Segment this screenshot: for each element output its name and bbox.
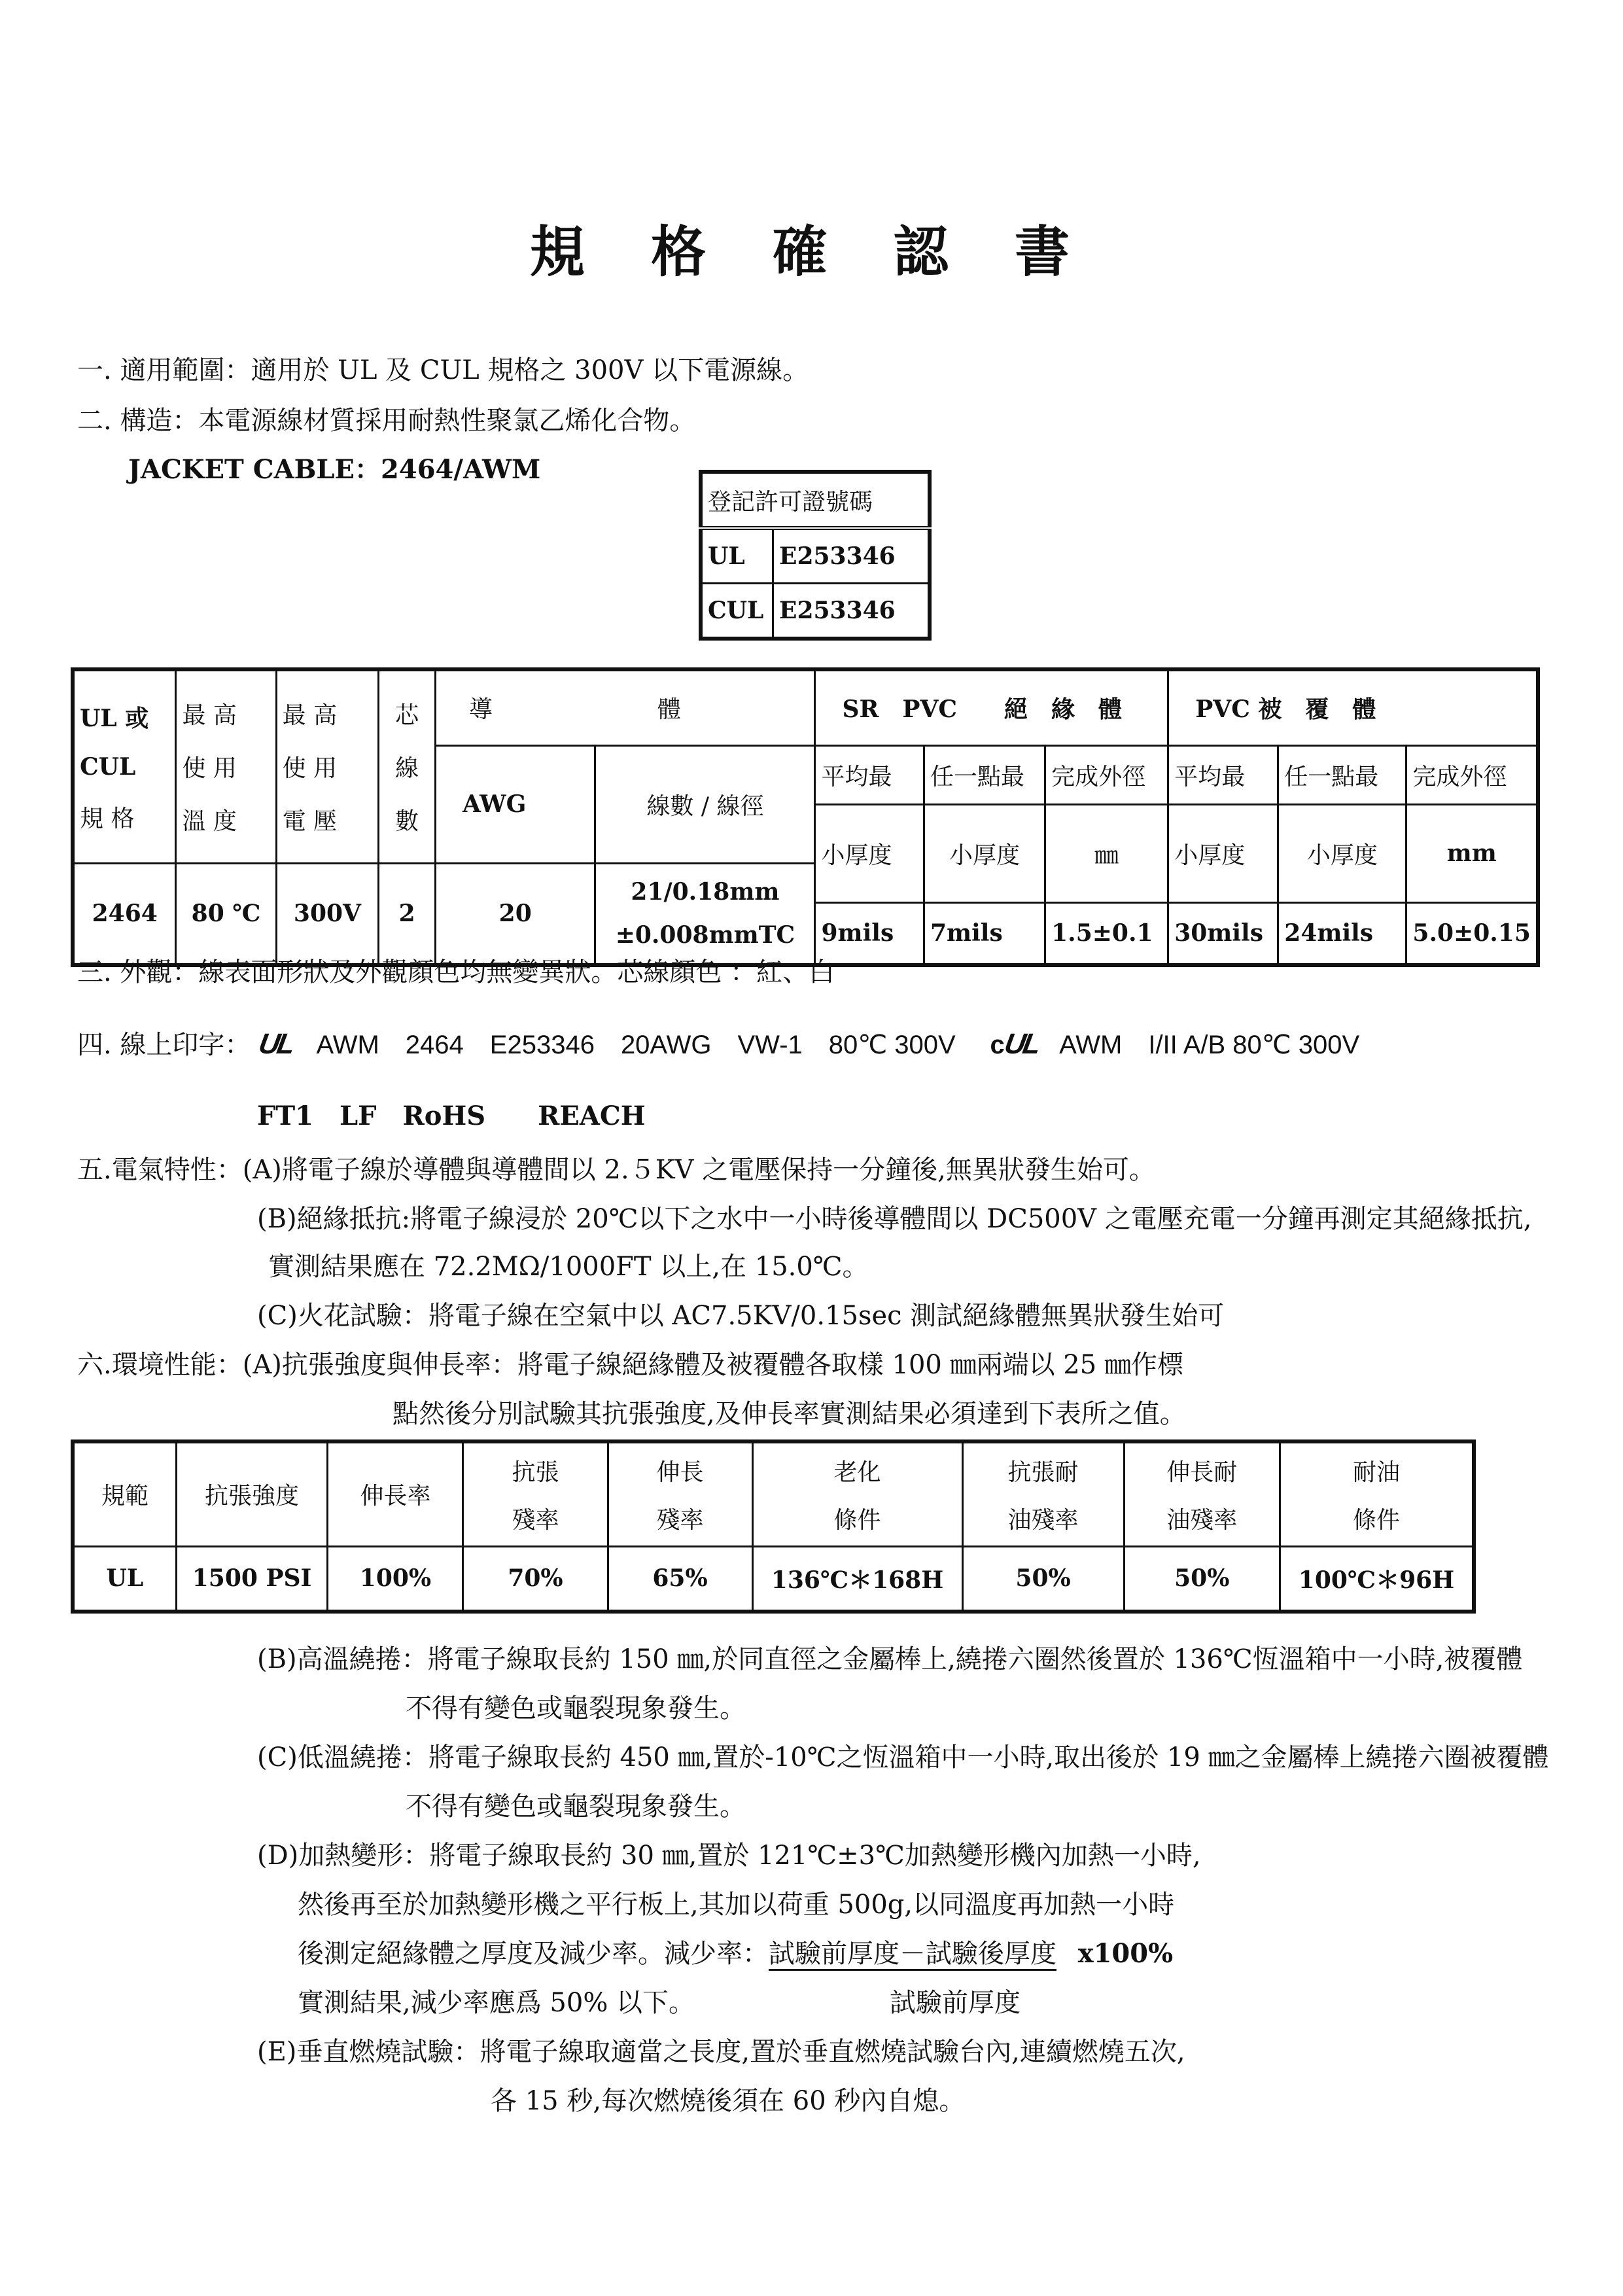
spec-header-jk-any: 任一點最 [1278, 745, 1406, 804]
construction-line: 二. 構造：本電源線材質採用耐熱性聚氯乙烯化合物。 [77, 406, 696, 436]
spec-header-jk-od: 完成外徑 [1406, 745, 1538, 804]
heat-deform-l4a: 實測結果,減少率應爲 50% 以下。 [298, 1988, 695, 2018]
spec-cell-ins-any: 7mils [924, 902, 1045, 965]
cold-wrap-l2: 不得有變色或龜裂現象發生。 [406, 1792, 746, 1822]
marking-text-1: AWM 2464 E253346 20AWG VW-1 80℃ 300V [316, 1031, 956, 1059]
registration-std: UL [701, 528, 773, 584]
spec-header-jk-avg: 平均最 [1168, 745, 1278, 804]
registration-header: 登記許可證號碼 [701, 472, 930, 528]
mech-header: 抗張耐 油殘率 [962, 1441, 1124, 1546]
spec-header-ins-any: 任一點最 [924, 745, 1045, 804]
spec-cell-strand: 21/0.18mm ±0.008mmTC [595, 863, 815, 965]
formula-numerator: 試驗前厚度－試驗後厚度 [769, 1939, 1056, 1971]
spec-cell-volt: 300V [276, 863, 379, 965]
mech-header: 規範 [73, 1441, 176, 1546]
formula-denominator: 試驗前厚度 [890, 1988, 1021, 2018]
environment-a1: 六.環境性能：(A)抗張強度與伸長率：將電子線絕緣體及被覆體各取樣 100 ㎜兩端以 25 ㎜作標 [77, 1350, 1183, 1380]
marking-line-2: FT1 LF RoHS REACH [257, 1101, 646, 1131]
mech-header: 耐油 條件 [1280, 1441, 1474, 1546]
spec-header-strand: 線數 / 線徑 [595, 745, 815, 863]
spec-header-temp: 最 高 使 用 溫 度 [176, 669, 276, 863]
marking-text-2: AWM I/II A/B 80℃ 300V [1059, 1031, 1360, 1059]
heat-wrap-l2: 不得有變色或龜裂現象發生。 [406, 1693, 746, 1723]
mech-header: 老化 條件 [752, 1441, 962, 1546]
spec-table [71, 667, 1540, 967]
mech-cell: 65% [608, 1546, 752, 1612]
spec-cell-std: 2464 [73, 863, 176, 965]
spec-header-volt: 最 高 使 用 電 壓 [276, 669, 379, 863]
spec-header-ins-od-2: ㎜ [1045, 804, 1168, 902]
spec-header-ins-any-2: 小厚度 [924, 804, 1045, 902]
marking-label: 四. 線上印字： [77, 1030, 251, 1060]
mech-header: 伸長耐 油殘率 [1124, 1441, 1280, 1546]
electrical-b2: 實測結果應在 72.2MΩ/1000FT 以上,在 15.0℃。 [268, 1252, 869, 1282]
spec-header-ins-od: 完成外徑 [1045, 745, 1168, 804]
electrical-c: (C)火花試驗：將電子線在空氣中以 AC7.5KV/0.15sec 測試絕緣體無異狀發生始可 [257, 1301, 1225, 1331]
scope-line: 一. 適用範圍：適用於 UL 及 CUL 規格之 300V 以下電源線。 [77, 355, 809, 385]
registration-number: E253346 [773, 584, 930, 639]
ul-logo-icon: UL [256, 1028, 296, 1060]
spec-header-jk-any-2: 小厚度 [1278, 804, 1406, 902]
heat-deform-l3: 後測定絕緣體之厚度及減少率。減少率：試驗前厚度－試驗後厚度 x100% [298, 1937, 1173, 1971]
spec-header-std: UL 或 CUL 規 格 [73, 669, 176, 863]
mech-cell: 100℃＊96H [1280, 1546, 1474, 1612]
registration-number: E253346 [773, 528, 930, 584]
environment-a2: 點然後分別試驗其抗張強度,及伸長率實測結果必須達到下表所之值。 [393, 1399, 1186, 1429]
spec-cell-jk-avg: 30mils [1168, 902, 1278, 965]
c-prefix: c [990, 1031, 1005, 1059]
registration-std: CUL [701, 584, 773, 639]
cul-logo-icon: UL [1002, 1028, 1041, 1060]
cold-wrap-l1: (C)低溫繞捲：將電子線取長約 450 ㎜,置於-10℃之恆溫箱中一小時,取出後於 19 ㎜之金屬棒上繞捲六圈被覆體 [257, 1742, 1549, 1773]
spec-cell-temp: 80 ℃ [176, 863, 276, 965]
spec-cell-ins-avg: 9mils [815, 902, 924, 965]
spec-header-jacket: PVC 被 覆 體 [1168, 669, 1538, 745]
appearance-line: 三. 外觀：線表面形狀及外觀顏色均無變異狀。芯線顏色 ：紅、白 [77, 957, 835, 987]
spec-header-awg: AWG [436, 745, 595, 863]
spec-cell-awg: 20 [436, 863, 595, 965]
mech-cell: 1500 PSI [176, 1546, 328, 1612]
spec-cell-ins-od: 1.5±0.1 [1045, 902, 1168, 965]
mech-header: 抗張強度 [176, 1441, 328, 1546]
spec-header-ins-avg: 平均最 [815, 745, 924, 804]
spec-header-core: 芯 線 數 [379, 669, 436, 863]
spec-header-jk-od-2: mm [1406, 804, 1538, 902]
mech-cell: 100% [328, 1546, 463, 1612]
spec-cell-jk-any: 24mils [1278, 902, 1406, 965]
registration-table [699, 470, 932, 641]
mech-cell: UL [73, 1546, 176, 1612]
mech-header: 伸長 殘率 [608, 1441, 752, 1546]
marking-line [77, 1027, 1359, 1062]
mech-cell: 136℃＊168H [752, 1546, 962, 1612]
flame-l2: 各 15 秒,每次燃燒後須在 60 秒內自熄。 [491, 2086, 966, 2116]
mech-cell: 50% [1124, 1546, 1280, 1612]
electrical-a: 五.電氣特性：(A)將電子線於導體與導體間以 2.５KV 之電壓保持一分鐘後,無異狀發生始可。 [77, 1155, 1155, 1185]
mech-cell: 50% [962, 1546, 1124, 1612]
heat-deform-l1: (D)加熱變形：將電子線取長約 30 ㎜,置於 121℃±3℃加熱變形機內加熱一小時, [257, 1841, 1201, 1871]
jacket-cable-line: JACKET CABLE：2464/AWM [128, 454, 541, 485]
mech-header: 伸長率 [328, 1441, 463, 1546]
spec-header-conductor: 導 體 [436, 669, 815, 745]
flame-l1: (E)垂直燃燒試驗：將電子線取適當之長度,置於垂直燃燒試驗台內,連續燃燒五次, [257, 2037, 1185, 2067]
mech-cell: 70% [463, 1546, 608, 1612]
spec-header-ins-avg-2: 小厚度 [815, 804, 924, 902]
mech-header: 抗張 殘率 [463, 1441, 608, 1546]
page-title: 規 格 確 認 書 [530, 219, 1093, 284]
electrical-b1: (B)絕緣抵抗:將電子線浸於 20℃以下之水中一小時後導體間以 DC500V 之電壓充電一分鐘再測定其絕緣抵抗, [257, 1204, 1532, 1234]
spec-cell-core: 2 [379, 863, 436, 965]
heat-wrap-l1: (B)高溫繞捲：將電子線取長約 150 ㎜,於同直徑之金屬棒上,繞捲六圈然後置於 136℃恆溫箱中一小時,被覆體 [257, 1644, 1523, 1674]
spec-cell-jk-od: 5.0±0.15 [1406, 902, 1538, 965]
heat-deform-l2: 然後再至於加熱變形機之平行板上,其加以荷重 500g,以同溫度再加熱一小時 [298, 1890, 1175, 1920]
spec-header-insulation: SR PVC 絕 緣 體 [815, 669, 1168, 745]
mechanical-table [71, 1439, 1476, 1614]
spec-header-jk-avg-2: 小厚度 [1168, 804, 1278, 902]
